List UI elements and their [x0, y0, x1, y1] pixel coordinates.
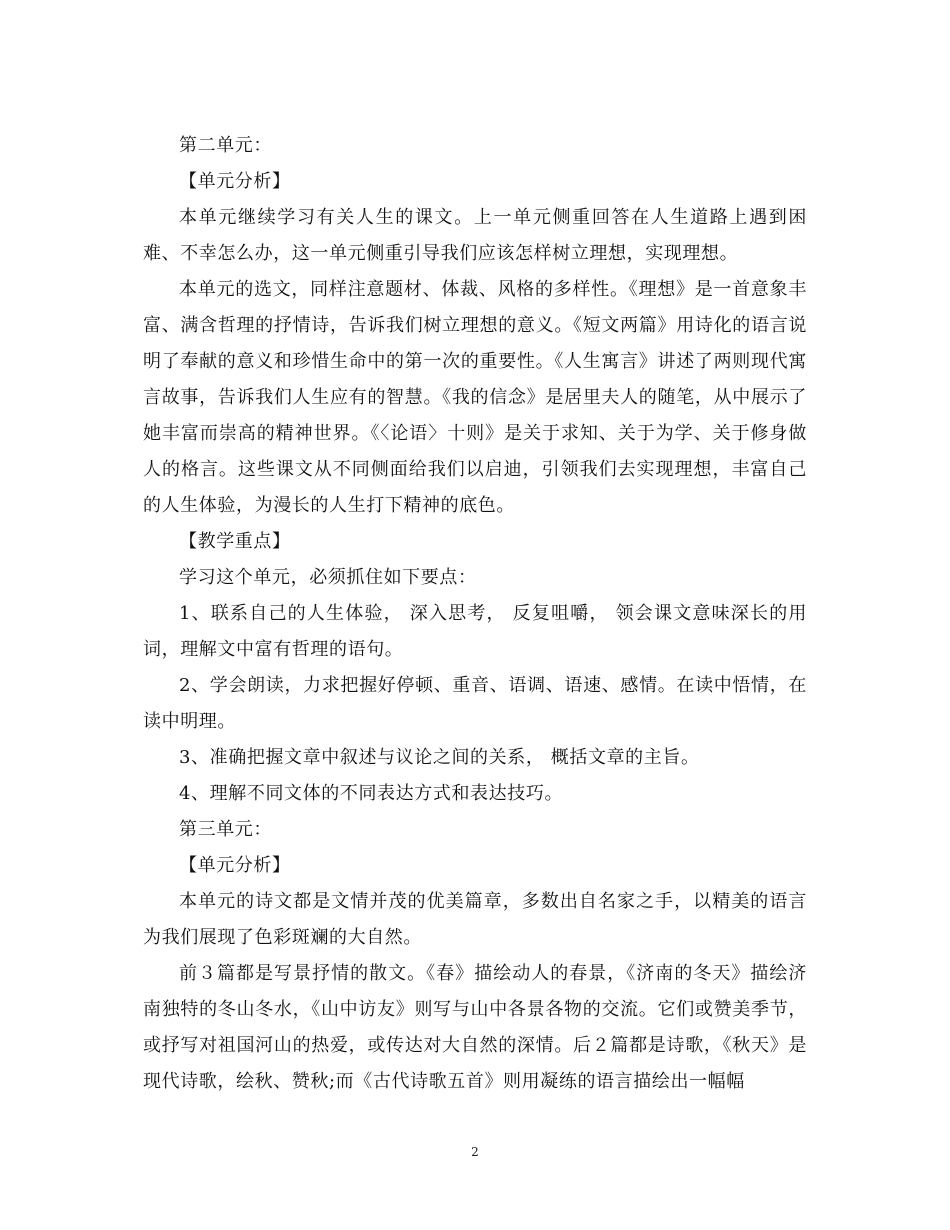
paragraph: 学习这个单元，必须抓住如下要点： — [179, 567, 477, 588]
paragraph: 前３篇都是写景抒情的散文。《春》描绘动人的春景，《济南的冬天》描绘济南独特的冬山冬水，《山中访友》则写与山中各景各物的交流。它们或赞美季节，或抒写对祖国河山的热爱，或传达对大自然的深情。后２篇都是诗歌，《秋天》是现代诗歌，绘秋、赞秋;而《古代诗歌五首》则用凝练的语言描绘出一幅幅 — [143, 963, 807, 1092]
list-item: 3、准确把握文章中叙述与议论之间的关系， 概括文章的主旨。 — [179, 747, 700, 768]
paragraph: 本单元的选文，同样注意题材、体裁、风格的多样性。《理想》是一首意象丰富、满含哲理的抒情诗，告诉我们树立理想的意义。《短文两篇》用诗化的语言说明了奉献的意义和珍惜生命中的第一次的重要性。《人生寓言》讲述了两则现代寓言故事，告诉我们人生应有的智慧。《我的信念》是居里夫人的随笔，从中展示了她丰富而崇高的精神世界。《〈论语〉十则》是关于求知、关于为学、关于修身做人的格言。这些课文从不同侧面给我们以启迪，引领我们去实现理想，丰富自己的人生体验，为漫长的人生打下精神的底色。 — [143, 279, 807, 516]
list-item: 4、理解不同文体的不同表达方式和表达技巧。 — [179, 783, 564, 804]
page-number: 2 — [471, 1145, 479, 1159]
paragraph: 本单元的诗文都是文情并茂的优美篇章，多数出自名家之手，以精美的语言为我们展现了色彩斑斓的大自然。 — [143, 891, 807, 948]
paragraph: 本单元继续学习有关人生的课文。上一单元侧重回答在人生道路上遇到困难、不幸怎么办，这一单元侧重引导我们应该怎样树立理想，实现理想。 — [143, 207, 807, 264]
list-item: 1、联系自己的人生体验， 深入思考， 反复咀嚼， 领会课文意味深长的用词，理解文中富有哲理的语句。 — [143, 603, 807, 660]
section-heading-unit-2: 第二单元： — [179, 135, 272, 156]
section-heading-unit-3: 第三单元： — [179, 819, 272, 840]
list-item: 2、学会朗读，力求把握好停顿、重音、语调、语速、感情。在读中悟情，在读中明理。 — [143, 675, 807, 732]
subheading-teaching-focus: 【教学重点】 — [179, 531, 291, 552]
document-body — [143, 128, 807, 1100]
subheading-unit-analysis: 【单元分析】 — [179, 171, 291, 192]
subheading-unit-analysis: 【单元分析】 — [179, 855, 291, 876]
